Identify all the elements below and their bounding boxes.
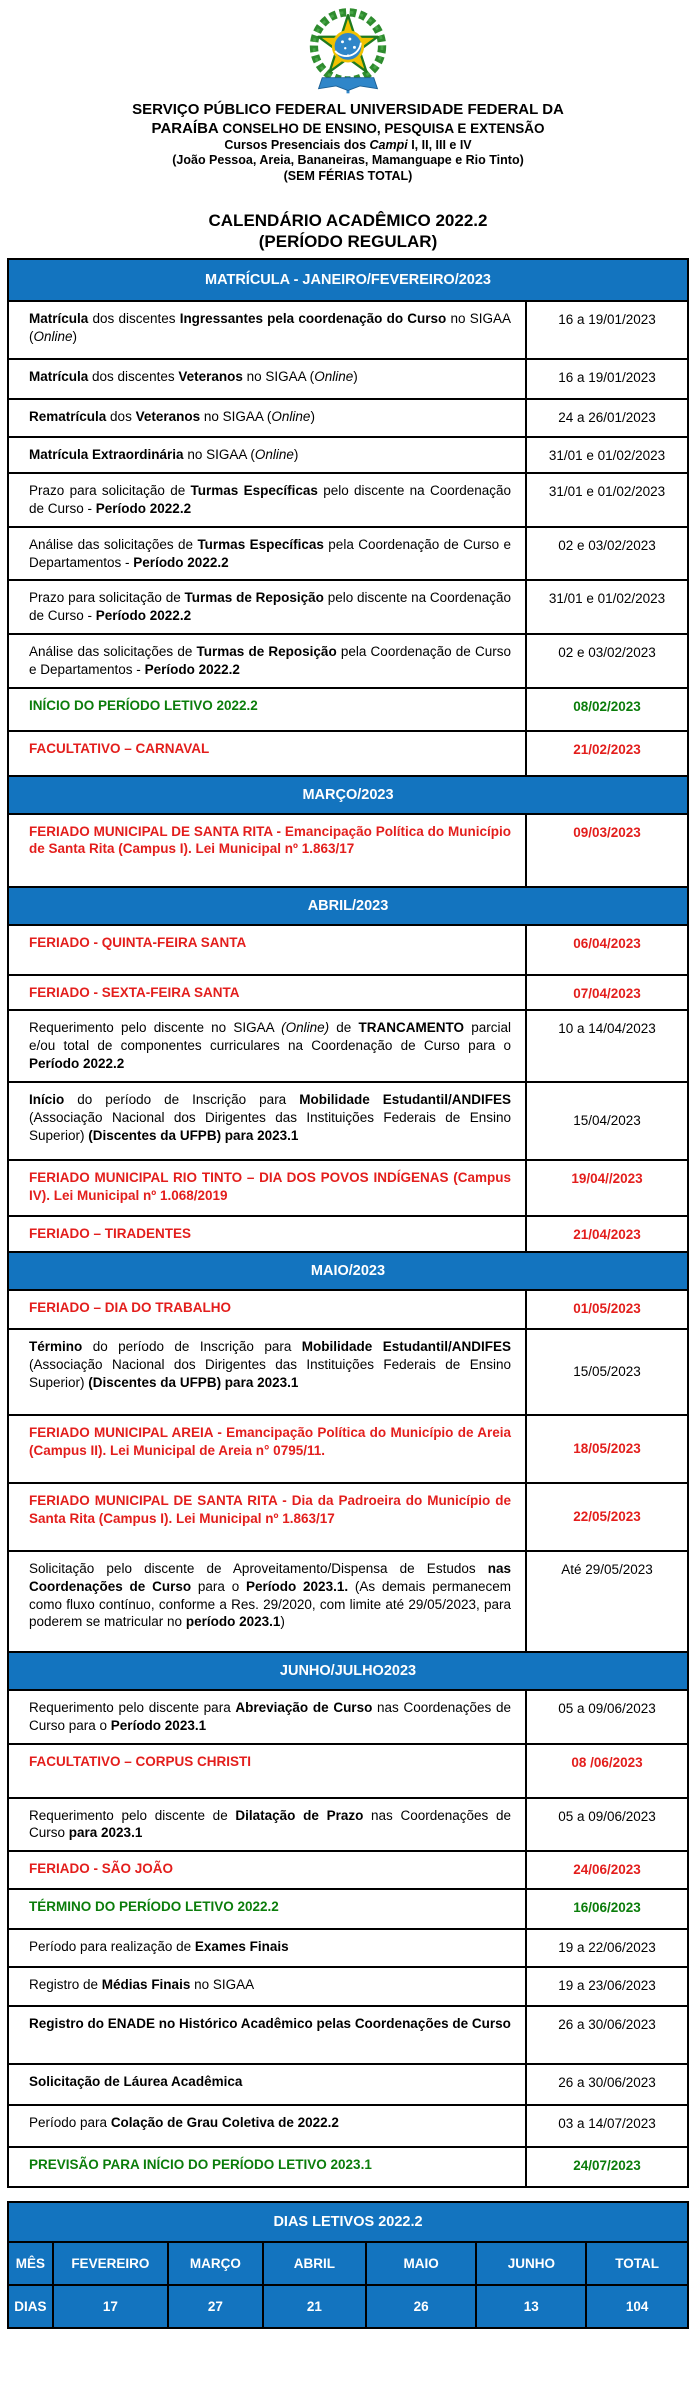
event-date: 21/04/2023 [573,1226,641,1242]
calendar-row [9,1482,687,1550]
calendar-row [9,2104,687,2146]
event-description: TÉRMINO DO PERÍODO LETIVO 2022.2 [9,1890,527,1928]
event-date: 03 a 14/07/2023 [558,2116,656,2132]
event-description: INÍCIO DO PERÍODO LETIVO 2022.2 [9,689,527,730]
event-date: 15/05/2023 [573,1364,641,1379]
event-description: FERIADO MUNICIPAL RIO TINTO – DIA DOS POVOS INDÍGENAS (Campus IV). Lei Municipal nº 1.068/2019 [9,1161,527,1215]
calendar-row [9,579,687,633]
calendar-row [9,687,687,730]
event-date: 19/04//2023 [571,1170,643,1186]
calendar-row [9,300,687,358]
event-description: PREVISÃO PARA INÍCIO DO PERÍODO LETIVO 2023.1 [9,2148,527,2186]
calendar-row [9,633,687,687]
event-date: 05 a 09/06/2023 [558,1808,656,1824]
calendar-row [9,2005,687,2063]
event-description: Prazo para solicitação de Turmas Específicas pelo discente na Coordenação de Curso - Período 2022.2 [9,474,527,526]
event-description: Registro de Médias Finais no SIGAA [9,1968,527,2005]
event-description: Período para Colação de Grau Coletiva de 2022.2 [9,2106,527,2146]
event-date: 19 a 23/06/2023 [558,1978,656,1994]
section-header: ABRIL/2023 [9,886,687,924]
calendar-row [9,398,687,436]
page-title [0,210,696,253]
event-description: Solicitação pelo discente de Aproveitamento/Dispensa de Estudos nas Coordenações de Curso para o Período 2023.1. (As demais permanecem como fluxo contínuo, conforme a Res. 29/2020, com limite até 29/05/2023, para poderem se matricular no período 2023.1) [9,1552,527,1651]
calendar-row [9,2146,687,2186]
event-date: 24/07/2023 [573,2158,641,2174]
event-description: FERIADO MUNICIPAL DE SANTA RITA - Emancipação Política do Município de Santa Rita (Campus I). Lei Municipal nº 1.863/17 [9,815,527,886]
event-date: 18/05/2023 [573,1441,641,1456]
dias-month-header: MAIO [365,2241,476,2284]
event-description: Requerimento pelo discente para Abreviação de Curso nas Coordenações de Curso para o Período 2023.1 [9,1691,527,1743]
event-description: Matrícula dos discentes Veteranos no SIGAA (Online) [9,360,527,398]
campi-line: Cursos Presenciais dos Campi I, II, III e IV [224,138,472,153]
calendar-row [9,472,687,526]
dias-row-label-dias: DIAS [9,2284,52,2327]
event-description: Término do período de Inscrição para Mobilidade Estudantil/ANDIFES (Associação Nacional dos Dirigentes das Instituições Federais de Ensino Superior) (Discentes da UFPB) para 2023.1 [9,1330,527,1414]
calendar-row [9,1289,687,1328]
event-description: FERIADO - QUINTA-FEIRA SANTA [9,926,527,974]
dias-month-header: TOTAL [585,2241,687,2284]
event-date: 10 a 14/04/2023 [558,1021,656,1037]
event-date: 08 /06/2023 [571,1754,643,1770]
calendar-row [9,1215,687,1251]
event-description: Prazo para solicitação de Turmas de Reposição pelo discente na Coordenação de Curso - Período 2022.2 [9,581,527,633]
event-date: 09/03/2023 [573,824,641,840]
event-description: FERIADO - SEXTA-FEIRA SANTA [9,976,527,1010]
council-name: CONSELHO DE ENSINO, PESQUISA E EXTENSÃO [222,120,545,136]
dias-letivos-grid [9,2241,687,2327]
campuses-line: (João Pessoa, Areia, Bananeiras, Mamanguape e Rio Tinto) [172,153,524,168]
dias-letivos-title: DIAS LETIVOS 2022.2 [9,2203,687,2241]
event-description: Requerimento pelo discente no SIGAA (Online) de TRANCAMENTO parcial e/ou total de componentes curriculares na Coordenação de Curso para o Período 2022.2 [9,1011,527,1080]
event-date: 31/01 e 01/02/2023 [548,591,666,607]
calendar-row [9,526,687,580]
event-date: 19 a 22/06/2023 [558,1940,656,1956]
event-description: FERIADO MUNICIPAL AREIA - Emancipação Política do Município de Areia (Campus II). Lei Municipal de Areia n° 0795/11. [9,1416,527,1482]
section-header: MARÇO/2023 [9,775,687,813]
calendar-row [9,358,687,398]
calendar-row [9,1328,687,1414]
ferias-line: (SEM FÉRIAS TOTAL) [283,168,413,183]
event-date: 16 a 19/01/2023 [558,312,656,328]
event-description: Início do período de Inscrição para Mobilidade Estudantil/ANDIFES (Associação Nacional dos Dirigentes das Instituições Federais de Ensino Superior) (Discentes da UFPB) para 2023.1 [9,1083,527,1159]
calendar-row [9,1888,687,1928]
event-date: 15/04/2023 [573,1113,641,1128]
calendar-row [9,1009,687,1080]
dias-value: 26 [365,2284,476,2327]
event-description: Matrícula Extraordinária no SIGAA (Online) [9,438,527,472]
calendar-row [9,1689,687,1743]
dias-value: 21 [262,2284,365,2327]
event-description: Requerimento pelo discente de Dilatação de Prazo nas Coordenações de Curso para 2023.1 [9,1799,527,1851]
event-date: 26 a 30/06/2023 [558,2075,656,2091]
calendar-row [9,1414,687,1482]
event-description: FERIADO – DIA DO TRABALHO [9,1291,527,1328]
event-date: 26 a 30/06/2023 [558,2017,656,2033]
section-header: MAIO/2023 [9,1251,687,1289]
event-date: Até 29/05/2023 [561,1561,653,1577]
dias-value: 13 [475,2284,585,2327]
institution-heading [98,101,598,138]
dias-value: 17 [52,2284,167,2327]
event-date: 16/06/2023 [573,1900,641,1916]
event-date: 06/04/2023 [573,935,641,951]
calendar-row [9,2063,687,2104]
event-date: 24/06/2023 [573,1862,641,1878]
event-date: 07/04/2023 [573,985,641,1001]
calendar-row [9,436,687,472]
event-date: 08/02/2023 [573,698,641,714]
dias-month-header: FEVEREIRO [52,2241,167,2284]
event-description: FACULTATIVO – CORPUS CHRISTI [9,1745,527,1797]
dias-value: 27 [167,2284,262,2327]
dias-month-header: ABRIL [262,2241,365,2284]
event-description: FERIADO - SÃO JOÃO [9,1852,527,1888]
event-description: Solicitação de Láurea Acadêmica [9,2065,527,2104]
event-date: 02 e 03/02/2023 [558,537,656,553]
event-description: FACULTATIVO – CARNAVAL [9,732,527,775]
calendar-row [9,1081,687,1159]
event-date: 24 a 26/01/2023 [558,410,656,426]
event-date: 05 a 09/06/2023 [558,1700,656,1716]
calendar-row [9,1966,687,2005]
event-date: 01/05/2023 [573,1300,641,1316]
event-description: Rematrícula dos Veteranos no SIGAA (Online) [9,400,527,436]
dias-month-header: MARÇO [167,2241,262,2284]
calendar-table [7,258,689,2188]
event-description: Registro do ENADE no Histórico Acadêmico pelas Coordenações de Curso [9,2007,527,2063]
event-description: FERIADO – TIRADENTES [9,1217,527,1251]
event-date: 16 a 19/01/2023 [558,370,656,386]
event-date: 31/01 e 01/02/2023 [548,448,666,464]
calendar-row [9,1743,687,1797]
page-title-line1: CALENDÁRIO ACADÊMICO 2022.2 [208,210,488,230]
calendar-row [9,1850,687,1888]
section-header: MATRÍCULA - JANEIRO/FEVEREIRO/2023 [9,260,687,300]
event-description: Período para realização de Exames Finais [9,1930,527,1966]
brazil-coat-of-arms-logo [301,5,395,97]
section-header: JUNHO/JULHO2023 [9,1651,687,1689]
calendar-row [9,924,687,974]
event-description: Matrícula dos discentes Ingressantes pela coordenação do Curso no SIGAA (Online) [9,302,527,358]
calendar-row [9,1797,687,1851]
event-date: 21/02/2023 [573,741,641,757]
event-date: 31/01 e 01/02/2023 [548,484,666,500]
event-date: 22/05/2023 [573,1509,641,1524]
event-description: Análise das solicitações de Turmas Específicas pela Coordenação de Curso e Departamentos - Período 2022.2 [9,528,527,580]
calendar-row [9,813,687,886]
dias-month-header: JUNHO [475,2241,585,2284]
institution-name: SERVIÇO PÚBLICO FEDERAL UNIVERSIDADE FEDERAL DA PARAÍBA [132,101,564,137]
dias-letivos-table [7,2201,689,2329]
event-date: 02 e 03/02/2023 [558,645,656,661]
calendar-row [9,1928,687,1966]
calendar-row [9,730,687,775]
dias-row-label-mes: MÊS [9,2241,52,2284]
event-description: FERIADO MUNICIPAL DE SANTA RITA - Dia da Padroeira do Município de Santa Rita (Campus I). Lei Municipal nº 1.863/17 [9,1484,527,1550]
page-title-line2: (PERÍODO REGULAR) [258,232,438,252]
calendar-row [9,1159,687,1215]
event-description: Análise das solicitações de Turmas de Reposição pela Coordenação de Curso e Departamentos - Período 2022.2 [9,635,527,687]
dias-value: 104 [585,2284,687,2327]
calendar-row [9,1550,687,1651]
calendar-row [9,974,687,1010]
